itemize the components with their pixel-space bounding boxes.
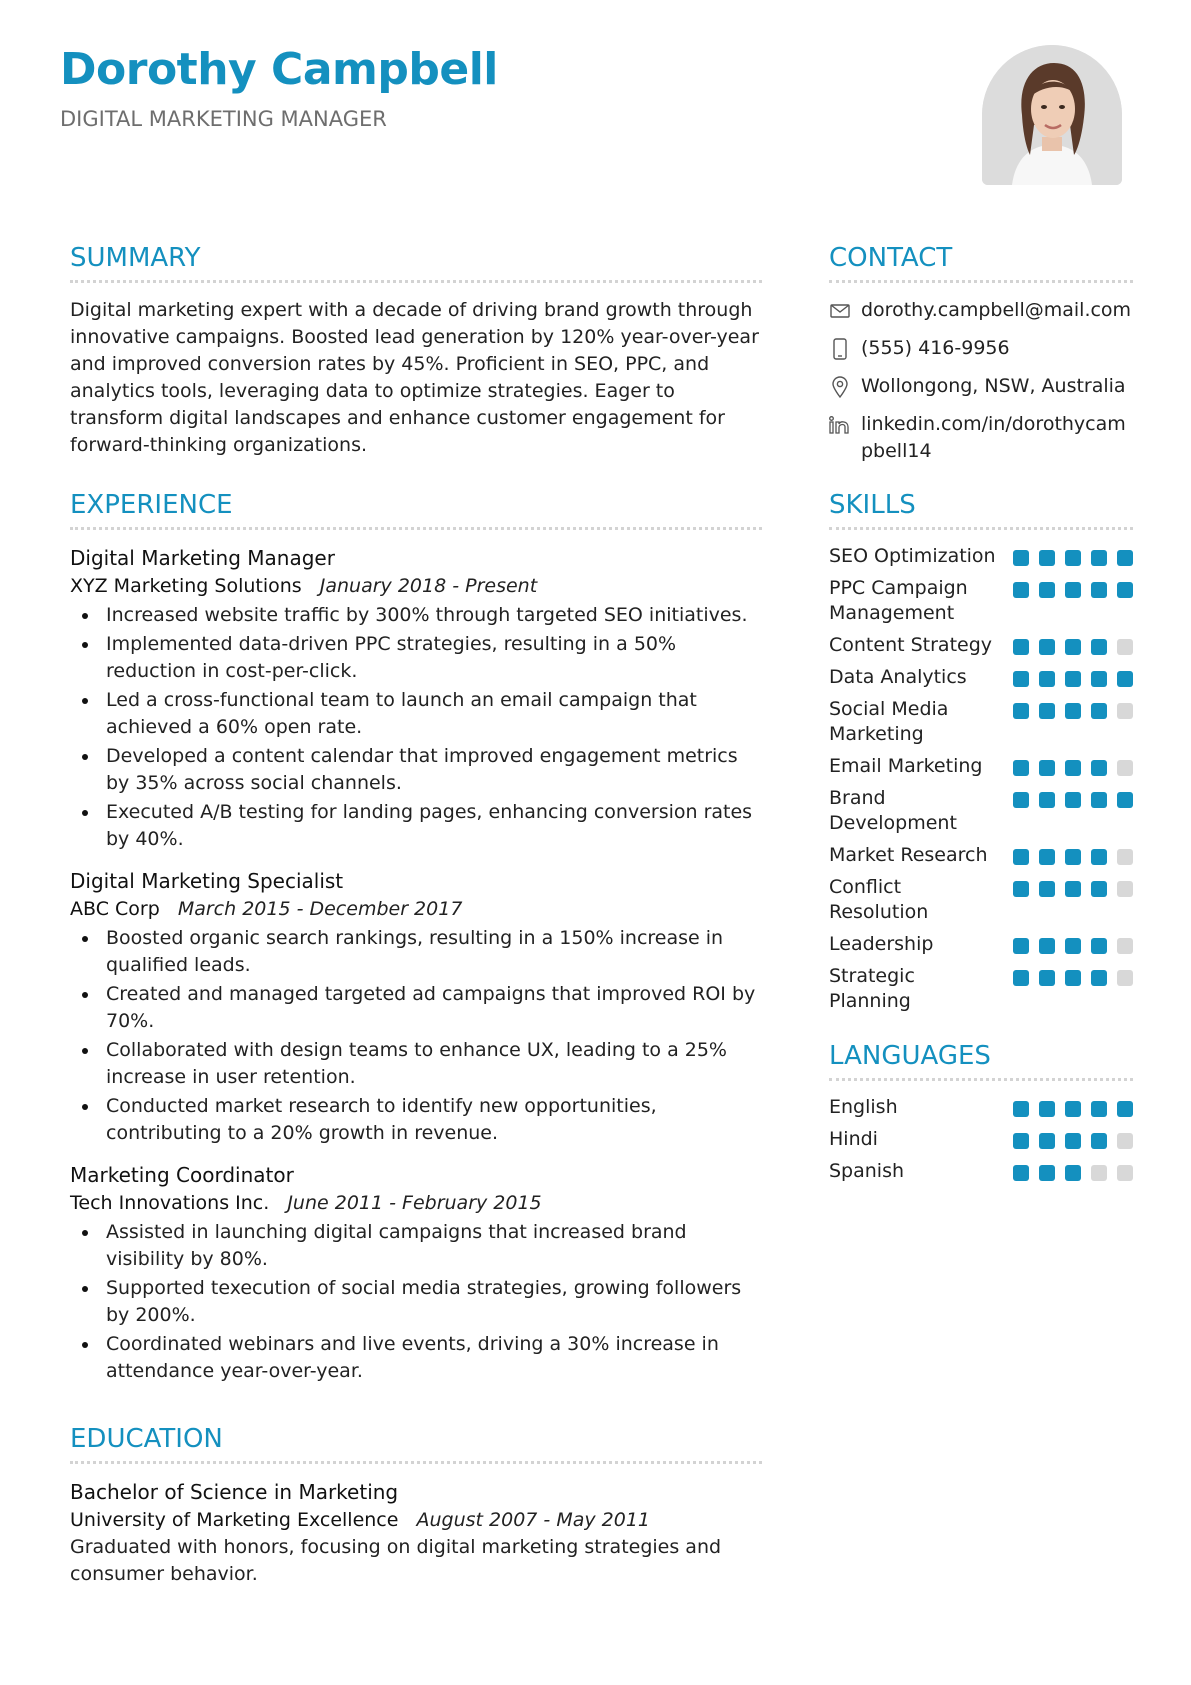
level-dot-empty [1117,639,1133,655]
level-dot-filled [1039,938,1055,954]
level-dot-filled [1065,1101,1081,1117]
level-dot-filled [1013,792,1029,808]
level-dot-filled [1117,582,1133,598]
level-dot-filled [1065,550,1081,566]
level-dot-filled [1013,938,1029,954]
level-dot-filled [1091,639,1107,655]
skill-row [829,754,1133,779]
candidate-name: Dorothy Campbell [60,44,498,95]
skill-row [829,786,1133,836]
level-dot-filled [1039,671,1055,687]
level-dot-filled [1013,639,1029,655]
level-dot-empty [1117,881,1133,897]
email-text: dorothy.campbell@mail.com [861,299,1132,321]
languages-heading: LANGUAGES [829,1041,991,1071]
skills-section [829,485,1133,1014]
section-divider [70,1461,762,1464]
level-dot-filled [1091,849,1107,865]
contact-linkedin[interactable] [829,411,1133,465]
linkedin-icon [829,411,851,438]
section-divider [829,527,1133,530]
level-dot-filled [1091,1133,1107,1149]
summary-heading: SUMMARY [70,243,201,273]
level-dot-filled [1065,760,1081,776]
level-dot-filled [1065,792,1081,808]
skill-level-indicator [1013,786,1133,808]
language-level-indicator [1013,1095,1133,1117]
contact-phone[interactable] [829,335,1133,362]
level-dot-filled [1065,881,1081,897]
job-title: Digital Marketing Specialist [70,869,344,893]
level-dot-filled [1091,881,1107,897]
job-bullet: Collaborated with design teams to enhance UX, leading to a 25% increase in user retention. [70,1037,762,1091]
skill-name: PPC Campaign Management [829,577,968,624]
skill-row [829,964,1133,1014]
skill-row [829,843,1133,868]
level-dot-filled [1117,792,1133,808]
job-bullets [70,925,762,1147]
language-name: English [829,1096,898,1118]
skill-level-indicator [1013,932,1133,954]
languages-section [829,1036,1133,1184]
level-dot-filled [1039,550,1055,566]
skill-row [829,665,1133,690]
main-column [70,238,762,1588]
sidebar-column [829,238,1133,1191]
section-divider [70,280,762,283]
portrait-image [982,45,1122,185]
profile-photo [982,45,1122,185]
level-dot-filled [1039,792,1055,808]
skill-name: Leadership [829,933,934,955]
level-dot-filled [1039,849,1055,865]
level-dot-filled [1013,1165,1029,1181]
job-bullet: Supported texecution of social media strategies, growing followers by 200%. [70,1275,762,1329]
level-dot-filled [1065,582,1081,598]
candidate-title: DIGITAL MARKETING MANAGER [60,107,387,131]
level-dot-filled [1013,849,1029,865]
level-dot-filled [1013,550,1029,566]
skill-name: Social Media Marketing [829,698,949,745]
contact-location [829,373,1133,400]
job-title: Digital Marketing Manager [70,546,335,570]
level-dot-empty [1117,703,1133,719]
skill-level-indicator [1013,843,1133,865]
skill-name: Market Research [829,844,988,866]
contact-email[interactable] [829,297,1133,324]
job-entry [70,867,762,1147]
level-dot-filled [1091,550,1107,566]
level-dot-filled [1039,582,1055,598]
level-dot-filled [1065,970,1081,986]
languages-list [829,1095,1133,1184]
level-dot-filled [1013,970,1029,986]
section-divider [70,527,762,530]
level-dot-filled [1065,639,1081,655]
level-dot-filled [1039,703,1055,719]
level-dot-filled [1039,639,1055,655]
level-dot-filled [1039,760,1055,776]
degree-title: Bachelor of Science in Marketing [70,1480,399,1504]
job-dates: January 2018 - Present [319,575,538,597]
level-dot-empty [1117,938,1133,954]
level-dot-filled [1013,671,1029,687]
job-meta [70,1189,762,1217]
level-dot-empty [1117,1165,1133,1181]
skill-level-indicator [1013,964,1133,986]
linkedin-text: linkedin.com/in/dorothycampbell14 [861,413,1126,462]
level-dot-filled [1039,1101,1055,1117]
skill-level-indicator [1013,576,1133,598]
skill-name: Brand Development [829,787,957,834]
level-dot-filled [1013,881,1029,897]
level-dot-filled [1091,938,1107,954]
job-bullet: Assisted in launching digital campaigns that increased brand visibility by 80%. [70,1219,762,1273]
skill-level-indicator [1013,875,1133,897]
contact-section [829,238,1133,465]
level-dot-filled [1065,938,1081,954]
level-dot-filled [1117,1101,1133,1117]
level-dot-filled [1117,550,1133,566]
language-row [829,1127,1133,1152]
section-divider [829,280,1133,283]
location-text: Wollongong, NSW, Australia [861,375,1126,397]
language-name: Hindi [829,1128,878,1150]
job-meta [70,895,762,923]
job-meta [70,572,762,600]
level-dot-empty [1091,1165,1107,1181]
contact-heading: CONTACT [829,243,953,273]
level-dot-filled [1091,970,1107,986]
skill-name: Data Analytics [829,666,967,688]
level-dot-filled [1091,703,1107,719]
level-dot-filled [1091,671,1107,687]
level-dot-filled [1039,970,1055,986]
skill-row [829,932,1133,957]
level-dot-empty [1117,849,1133,865]
job-bullet: Conducted market research to identify new opportunities, contributing to a 20% growth in revenue. [70,1093,762,1147]
job-dates: June 2011 - February 2015 [287,1192,542,1214]
level-dot-empty [1117,1133,1133,1149]
level-dot-filled [1091,792,1107,808]
skill-level-indicator [1013,665,1133,687]
job-bullet: Boosted organic search rankings, resulting in a 150% increase in qualified leads. [70,925,762,979]
section-divider [829,1078,1133,1081]
email-icon [829,297,851,324]
summary-text: Digital marketing expert with a decade of driving brand growth through innovative campaigns. Boosted lead generation by 120% year-over-year and improved conversion rates by 45%. Proficient in SEO, PPC, and analytics tools, leveraging data to optimize strategies. Eager to transform digital landscapes and enhance customer engagement for forward-thinking organizations. [70,299,759,456]
skill-level-indicator [1013,754,1133,776]
skill-name: Content Strategy [829,634,993,656]
job-company: Tech Innovations Inc. [70,1192,270,1214]
education-heading: EDUCATION [70,1424,223,1454]
skill-level-indicator [1013,633,1133,655]
job-dates: March 2015 - December 2017 [177,898,463,920]
job-bullet: Executed A/B testing for landing pages, enhancing conversion rates by 40%. [70,799,762,853]
skill-name: Email Marketing [829,755,983,777]
level-dot-filled [1091,1101,1107,1117]
language-level-indicator [1013,1159,1133,1181]
job-bullet: Led a cross-functional team to launch an email campaign that achieved a 60% open rate. [70,687,762,741]
level-dot-filled [1091,760,1107,776]
level-dot-filled [1065,671,1081,687]
summary-section [70,238,762,459]
level-dot-filled [1039,1133,1055,1149]
education-section [70,1419,762,1588]
skill-row [829,576,1133,626]
language-row [829,1159,1133,1184]
level-dot-filled [1065,1165,1081,1181]
education-description: Graduated with honors, focusing on digital marketing strategies and consumer behavior. [70,1536,722,1585]
phone-icon [829,335,851,362]
level-dot-filled [1013,760,1029,776]
job-bullet: Coordinated webinars and live events, driving a 30% increase in attendance year-over-year. [70,1331,762,1385]
level-dot-filled [1013,703,1029,719]
language-row [829,1095,1133,1120]
experience-heading: EXPERIENCE [70,490,233,520]
job-entry [70,1161,762,1385]
experience-section [70,485,762,1385]
job-title: Marketing Coordinator [70,1163,294,1187]
job-entry [70,544,762,853]
job-bullet: Created and managed targeted ad campaigns that improved ROI by 70%. [70,981,762,1035]
skill-row [829,633,1133,658]
phone-text: (555) 416-9956 [861,337,1010,359]
level-dot-filled [1039,881,1055,897]
job-bullet: Increased website traffic by 300% through targeted SEO initiatives. [70,602,762,629]
job-bullets [70,1219,762,1385]
job-bullet: Implemented data-driven PPC strategies, resulting in a 50% reduction in cost-per-click. [70,631,762,685]
skill-row [829,544,1133,569]
skill-name: Strategic Planning [829,965,915,1012]
level-dot-filled [1065,703,1081,719]
school-name: University of Marketing Excellence [70,1509,399,1531]
level-dot-filled [1065,1133,1081,1149]
skill-name: Conflict Resolution [829,876,929,923]
level-dot-filled [1091,582,1107,598]
language-level-indicator [1013,1127,1133,1149]
level-dot-filled [1117,671,1133,687]
education-meta [70,1506,762,1534]
job-bullets [70,602,762,853]
skill-name: SEO Optimization [829,545,996,567]
location-icon [829,373,851,400]
skill-level-indicator [1013,544,1133,566]
skill-row [829,875,1133,925]
skill-level-indicator [1013,697,1133,719]
skills-list [829,544,1133,1014]
level-dot-filled [1013,1101,1029,1117]
level-dot-filled [1013,582,1029,598]
resume-header [60,40,960,134]
job-bullet: Developed a content calendar that improved engagement metrics by 35% across social channels. [70,743,762,797]
level-dot-empty [1117,970,1133,986]
education-dates: August 2007 - May 2011 [416,1509,650,1531]
language-name: Spanish [829,1160,905,1182]
level-dot-filled [1013,1133,1029,1149]
level-dot-empty [1117,760,1133,776]
level-dot-filled [1039,1165,1055,1181]
job-company: XYZ Marketing Solutions [70,575,302,597]
job-company: ABC Corp [70,898,160,920]
level-dot-filled [1065,849,1081,865]
skills-heading: SKILLS [829,490,916,520]
skill-row [829,697,1133,747]
